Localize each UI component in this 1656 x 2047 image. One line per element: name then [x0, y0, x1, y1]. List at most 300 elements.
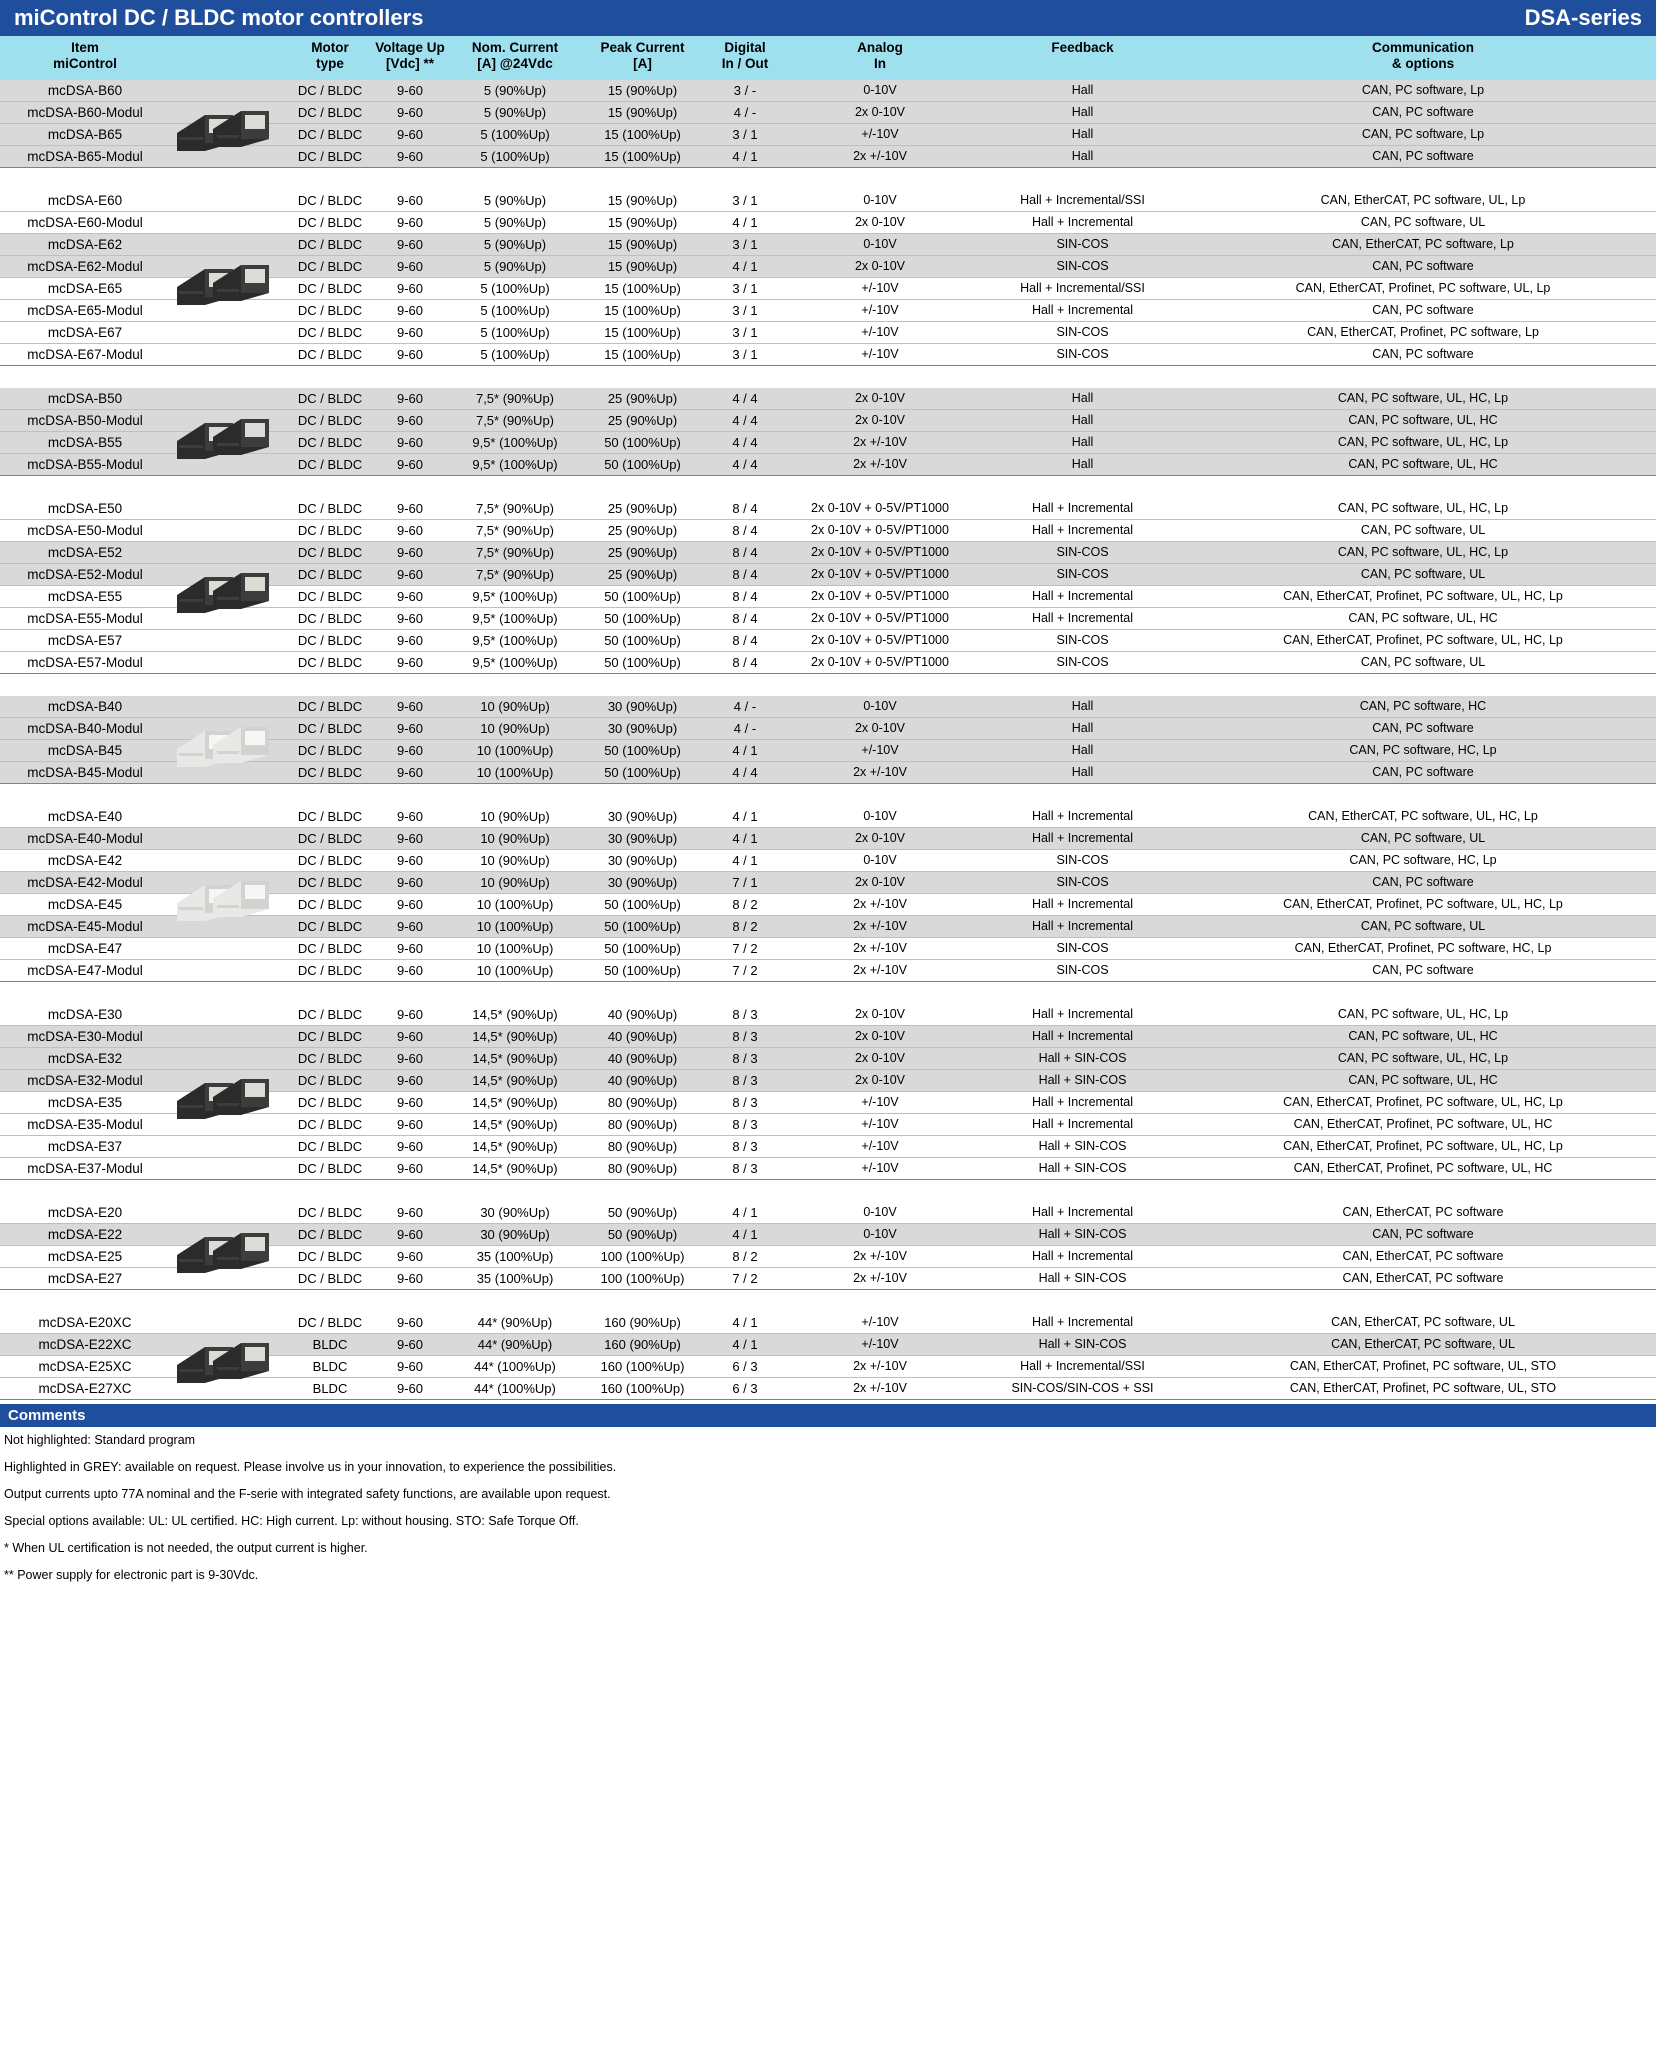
cell-peak-current: 15 (100%Up) [604, 325, 681, 340]
table-row[interactable] [0, 1378, 1656, 1400]
cell-product-image [170, 718, 290, 739]
cell-motor-type: DC / BLDC [297, 1161, 363, 1176]
cell-peak-current: 15 (90%Up) [607, 237, 678, 252]
cell-item: mcDSA-E40-Modul [27, 830, 143, 846]
cell-analog-in: 2x 0-10V [854, 875, 906, 890]
table-row[interactable] [0, 124, 1656, 146]
cell-digital-io: 3 / 1 [732, 325, 758, 340]
cell-item: mcDSA-E67-Modul [27, 346, 143, 362]
table-row[interactable] [0, 894, 1656, 916]
cell-voltage: 9-60 [396, 611, 424, 626]
table-row[interactable] [0, 828, 1656, 850]
cell-item: mcDSA-B55-Modul [27, 456, 143, 472]
product-group [0, 1004, 1656, 1180]
cell-digital-io: 4 / - [733, 699, 757, 714]
table-row[interactable] [0, 498, 1656, 520]
cell-peak-current: 50 (100%Up) [604, 655, 681, 670]
cell-feedback: Hall + SIN-COS [1038, 1161, 1127, 1176]
cell-communication: CAN, EtherCAT, Profinet, PC software, UL, Lp [1295, 281, 1551, 296]
cell-analog-in: 2x 0-10V + 0-5V/PT1000 [811, 501, 949, 516]
cell-analog-in: 2x 0-10V + 0-5V/PT1000 [811, 523, 949, 538]
cell-nominal-current: 44* (90%Up) [477, 1337, 553, 1352]
cell-nominal-current: 10 (90%Up) [480, 809, 550, 824]
table-row[interactable] [0, 1312, 1656, 1334]
title-bar [0, 0, 1656, 36]
cell-digital-io: 8 / 2 [732, 919, 758, 934]
cell-analog-in: 0-10V [863, 1227, 897, 1242]
cell-digital-io: 8 / 3 [732, 1095, 758, 1110]
table-row[interactable] [0, 872, 1656, 894]
table-row[interactable] [0, 1136, 1656, 1158]
cell-product-image [170, 190, 290, 211]
cell-communication: CAN, EtherCAT, PC software, UL, Lp [1320, 193, 1526, 208]
cell-communication: CAN, EtherCAT, Profinet, PC software, UL, HC, Lp [1283, 633, 1563, 648]
table-row[interactable] [0, 806, 1656, 828]
table-row[interactable] [0, 696, 1656, 718]
cell-communication: CAN, EtherCAT, Profinet, PC software, UL, HC, Lp [1283, 1139, 1563, 1154]
cell-analog-in: +/-10V [861, 1161, 899, 1176]
cell-motor-type: DC / BLDC [297, 501, 363, 516]
cell-communication: CAN, PC software [1372, 105, 1474, 120]
cell-digital-io: 7 / 2 [732, 1271, 758, 1286]
cell-feedback: Hall + Incremental/SSI [1020, 1359, 1145, 1374]
cell-voltage: 9-60 [396, 853, 424, 868]
table-row[interactable] [0, 300, 1656, 322]
cell-feedback: SIN-COS [1056, 237, 1109, 252]
table-row[interactable] [0, 212, 1656, 234]
cell-communication: CAN, PC software, HC, Lp [1349, 853, 1497, 868]
cell-peak-current: 160 (100%Up) [600, 1381, 685, 1396]
comment-line: Special options available: UL: UL certified. HC: High current. Lp: without housing. STO: Safe Torque Off. [4, 1514, 579, 1528]
cell-peak-current: 50 (100%Up) [604, 897, 681, 912]
cell-digital-io: 8 / 4 [732, 567, 758, 582]
table-row[interactable] [0, 564, 1656, 586]
cell-nominal-current: 7,5* (90%Up) [475, 413, 555, 428]
cell-motor-type: DC / BLDC [297, 699, 363, 714]
cell-item: mcDSA-E65-Modul [27, 302, 143, 318]
comments-title: Comments [0, 1404, 1656, 1427]
cell-feedback: Hall [1071, 765, 1094, 780]
table-row[interactable] [0, 762, 1656, 784]
table-row[interactable] [0, 1048, 1656, 1070]
cell-peak-current: 15 (90%Up) [607, 105, 678, 120]
cell-item: mcDSA-B45 [47, 742, 123, 758]
series-label: DSA-series [1524, 5, 1642, 30]
cell-analog-in: 0-10V [863, 83, 897, 98]
cell-item: mcDSA-E47 [47, 940, 123, 956]
table-row[interactable] [0, 1224, 1656, 1246]
cell-feedback: Hall [1071, 699, 1094, 714]
cell-feedback: Hall + Incremental [1031, 831, 1134, 846]
cell-digital-io: 8 / 2 [732, 1249, 758, 1264]
cell-motor-type: DC / BLDC [297, 347, 363, 362]
cell-product-image [170, 740, 290, 761]
cell-feedback: Hall + SIN-COS [1038, 1271, 1127, 1286]
cell-item: mcDSA-B50-Modul [27, 412, 143, 428]
header-voltage: Voltage Up [Vdc] ** [375, 40, 445, 71]
cell-feedback: SIN-COS [1056, 259, 1109, 274]
cell-digital-io: 4 / 4 [732, 765, 758, 780]
table-row[interactable] [0, 344, 1656, 366]
table-row[interactable] [0, 1246, 1656, 1268]
table-row[interactable] [0, 652, 1656, 674]
cell-feedback: SIN-COS [1056, 941, 1109, 956]
cell-digital-io: 8 / 3 [732, 1051, 758, 1066]
cell-peak-current: 40 (90%Up) [607, 1073, 678, 1088]
cell-communication: CAN, PC software [1372, 721, 1474, 736]
cell-item: mcDSA-E52-Modul [27, 566, 143, 582]
cell-nominal-current: 7,5* (90%Up) [475, 523, 555, 538]
cell-motor-type: DC / BLDC [297, 853, 363, 868]
cell-item: mcDSA-E52 [47, 544, 123, 560]
cell-nominal-current: 5 (100%Up) [480, 325, 550, 340]
cell-feedback: Hall [1071, 743, 1094, 758]
cell-item: mcDSA-E47-Modul [27, 962, 143, 978]
cell-communication: CAN, PC software [1372, 149, 1474, 164]
table-row[interactable] [0, 410, 1656, 432]
cell-item: mcDSA-E62 [47, 236, 123, 252]
cell-nominal-current: 14,5* (90%Up) [472, 1117, 558, 1132]
cell-motor-type: DC / BLDC [297, 105, 363, 120]
table-row[interactable] [0, 102, 1656, 124]
cell-peak-current: 50 (100%Up) [604, 765, 681, 780]
cell-item: mcDSA-E65 [47, 280, 123, 296]
cell-item: mcDSA-E22XC [38, 1336, 132, 1352]
table-row[interactable] [0, 608, 1656, 630]
cell-peak-current: 80 (90%Up) [607, 1161, 678, 1176]
cell-digital-io: 8 / 4 [732, 611, 758, 626]
cell-nominal-current: 14,5* (90%Up) [472, 1007, 558, 1022]
cell-peak-current: 100 (100%Up) [600, 1249, 685, 1264]
cell-item: mcDSA-E27XC [38, 1380, 132, 1396]
cell-voltage: 9-60 [396, 963, 424, 978]
cell-feedback: Hall [1071, 127, 1094, 142]
comment-line: ** Power supply for electronic part is 9-30Vdc. [4, 1568, 259, 1582]
table-row[interactable] [0, 256, 1656, 278]
comment-line: Not highlighted: Standard program [4, 1433, 196, 1447]
cell-peak-current: 15 (90%Up) [607, 259, 678, 274]
cell-digital-io: 4 / 1 [732, 259, 758, 274]
cell-motor-type: DC / BLDC [297, 193, 363, 208]
table-row[interactable] [0, 916, 1656, 938]
cell-feedback: SIN-COS [1056, 325, 1109, 340]
cell-communication: CAN, EtherCAT, PC software, Lp [1332, 237, 1514, 252]
cell-communication: CAN, PC software, UL, HC [1348, 413, 1498, 428]
cell-peak-current: 50 (100%Up) [604, 919, 681, 934]
cell-motor-type: DC / BLDC [297, 215, 363, 230]
cell-feedback: Hall + Incremental [1031, 215, 1134, 230]
cell-analog-in: 2x 0-10V + 0-5V/PT1000 [811, 589, 949, 604]
cell-communication: CAN, EtherCAT, Profinet, PC software, UL, HC, Lp [1283, 589, 1563, 604]
cell-product-image [170, 762, 290, 783]
cell-product-image [170, 916, 290, 937]
table-body [0, 80, 1656, 1400]
cell-voltage: 9-60 [396, 809, 424, 824]
cell-peak-current: 50 (100%Up) [604, 633, 681, 648]
cell-item: mcDSA-B45-Modul [27, 764, 143, 780]
cell-motor-type: DC / BLDC [297, 149, 363, 164]
cell-communication: CAN, EtherCAT, PC software [1342, 1205, 1504, 1220]
cell-item: mcDSA-E45-Modul [27, 918, 143, 934]
cell-item: mcDSA-B65-Modul [27, 148, 143, 164]
cell-voltage: 9-60 [396, 1249, 424, 1264]
cell-item: mcDSA-B50 [47, 390, 123, 406]
table-row[interactable] [0, 630, 1656, 652]
cell-digital-io: 8 / 3 [732, 1007, 758, 1022]
cell-nominal-current: 35 (100%Up) [476, 1249, 554, 1264]
table-row[interactable] [0, 1158, 1656, 1180]
cell-product-image [170, 1136, 290, 1157]
cell-product-image [170, 498, 290, 519]
cell-communication: CAN, PC software [1372, 1227, 1474, 1242]
cell-voltage: 9-60 [396, 1073, 424, 1088]
cell-nominal-current: 7,5* (90%Up) [475, 545, 555, 560]
header-item: Item miControl [53, 40, 117, 71]
table-row[interactable] [0, 1334, 1656, 1356]
table-row[interactable] [0, 454, 1656, 476]
cell-digital-io: 3 / 1 [732, 303, 758, 318]
table-row[interactable] [0, 740, 1656, 762]
cell-product-image [170, 1334, 290, 1355]
cell-motor-type: DC / BLDC [297, 743, 363, 758]
group-spacer [0, 168, 1656, 190]
cell-product-image [170, 1048, 290, 1069]
cell-digital-io: 3 / 1 [732, 127, 758, 142]
cell-voltage: 9-60 [396, 721, 424, 736]
cell-voltage: 9-60 [396, 1007, 424, 1022]
cell-feedback: Hall + Incremental/SSI [1020, 193, 1145, 208]
header-digital-io: Digital In / Out [721, 40, 769, 71]
table-row[interactable] [0, 322, 1656, 344]
page-title: miControl DC / BLDC motor controllers [14, 5, 424, 30]
cell-analog-in: 2x 0-10V [854, 1051, 906, 1066]
cell-nominal-current: 10 (100%Up) [476, 765, 554, 780]
table-row[interactable] [0, 1268, 1656, 1290]
cell-feedback: Hall + Incremental [1031, 611, 1134, 626]
cell-item: mcDSA-E60 [47, 192, 123, 208]
cell-motor-type: DC / BLDC [297, 303, 363, 318]
table-row[interactable] [0, 1070, 1656, 1092]
cell-nominal-current: 5 (100%Up) [480, 303, 550, 318]
cell-communication: CAN, EtherCAT, PC software, UL [1331, 1315, 1515, 1330]
cell-voltage: 9-60 [396, 281, 424, 296]
cell-feedback: Hall + SIN-COS [1038, 1139, 1127, 1154]
cell-nominal-current: 10 (90%Up) [480, 853, 550, 868]
cell-product-image [170, 1158, 290, 1179]
cell-communication: CAN, PC software, Lp [1361, 127, 1485, 142]
group-spacer [0, 366, 1656, 388]
cell-analog-in: 2x +/-10V [853, 1359, 907, 1374]
table-row[interactable] [0, 278, 1656, 300]
cell-communication: CAN, PC software [1372, 259, 1474, 274]
cell-analog-in: 0-10V [863, 809, 897, 824]
cell-product-image [170, 828, 290, 849]
cell-nominal-current: 9,5* (100%Up) [472, 435, 558, 450]
cell-product-image [170, 1378, 290, 1399]
cell-digital-io: 4 / 1 [732, 743, 758, 758]
cell-nominal-current: 10 (100%Up) [476, 919, 554, 934]
cell-motor-type: DC / BLDC [297, 237, 363, 252]
cell-motor-type: DC / BLDC [297, 523, 363, 538]
cell-nominal-current: 10 (100%Up) [476, 897, 554, 912]
cell-analog-in: +/-10V [861, 281, 899, 296]
table-row[interactable] [0, 190, 1656, 212]
cell-feedback: Hall + Incremental [1031, 1315, 1134, 1330]
table-row[interactable] [0, 1356, 1656, 1378]
cell-peak-current: 25 (90%Up) [607, 413, 678, 428]
cell-product-image [170, 212, 290, 233]
cell-communication: CAN, PC software, UL, HC [1348, 611, 1498, 626]
table-row[interactable] [0, 80, 1656, 102]
cell-motor-type: BLDC [312, 1381, 348, 1396]
cell-motor-type: DC / BLDC [297, 875, 363, 890]
cell-motor-type: DC / BLDC [297, 1249, 363, 1264]
cell-item: mcDSA-E32 [47, 1050, 123, 1066]
cell-digital-io: 4 / 1 [732, 215, 758, 230]
cell-motor-type: DC / BLDC [297, 1117, 363, 1132]
table-row[interactable] [0, 520, 1656, 542]
cell-item: mcDSA-E55-Modul [27, 610, 143, 626]
cell-communication: CAN, EtherCAT, Profinet, PC software, UL, HC [1293, 1161, 1553, 1176]
cell-digital-io: 8 / 4 [732, 501, 758, 516]
cell-peak-current: 25 (90%Up) [607, 545, 678, 560]
table-row[interactable] [0, 960, 1656, 982]
cell-voltage: 9-60 [396, 457, 424, 472]
cell-voltage: 9-60 [396, 1029, 424, 1044]
cell-digital-io: 4 / 1 [732, 853, 758, 868]
cell-voltage: 9-60 [396, 655, 424, 670]
product-group [0, 190, 1656, 366]
cell-analog-in: 2x 0-10V + 0-5V/PT1000 [811, 611, 949, 626]
cell-product-image [170, 806, 290, 827]
product-group [0, 1202, 1656, 1290]
table-row[interactable] [0, 1202, 1656, 1224]
table-row[interactable] [0, 1092, 1656, 1114]
table-row[interactable] [0, 850, 1656, 872]
cell-digital-io: 4 / 4 [732, 457, 758, 472]
cell-analog-in: 2x +/-10V [853, 919, 907, 934]
cell-item: mcDSA-E40 [47, 808, 123, 824]
cell-analog-in: 2x +/-10V [853, 457, 907, 472]
cell-product-image [170, 410, 290, 431]
cell-digital-io: 4 / 1 [732, 149, 758, 164]
group-spacer [0, 674, 1656, 696]
cell-analog-in: 2x 0-10V [854, 1029, 906, 1044]
table-row[interactable] [0, 146, 1656, 168]
cell-digital-io: 7 / 2 [732, 963, 758, 978]
table-row[interactable] [0, 1114, 1656, 1136]
table-row[interactable] [0, 542, 1656, 564]
cell-communication: CAN, PC software, UL [1360, 567, 1486, 582]
cell-product-image [170, 938, 290, 959]
cell-voltage: 9-60 [396, 1381, 424, 1396]
cell-communication: CAN, EtherCAT, Profinet, PC software, UL, HC [1293, 1117, 1553, 1132]
cell-motor-type: DC / BLDC [297, 1271, 363, 1286]
cell-communication: CAN, PC software, UL, HC, Lp [1337, 435, 1509, 450]
cell-feedback: Hall + Incremental [1031, 1007, 1134, 1022]
cell-nominal-current: 44* (90%Up) [477, 1315, 553, 1330]
cell-feedback: Hall + Incremental [1031, 809, 1134, 824]
cell-voltage: 9-60 [396, 1359, 424, 1374]
cell-nominal-current: 30 (90%Up) [480, 1205, 550, 1220]
cell-product-image [170, 1092, 290, 1113]
table-row[interactable] [0, 234, 1656, 256]
cell-voltage: 9-60 [396, 1051, 424, 1066]
cell-motor-type: DC / BLDC [297, 1095, 363, 1110]
cell-product-image [170, 256, 290, 277]
cell-analog-in: 2x +/-10V [853, 1249, 907, 1264]
cell-voltage: 9-60 [396, 545, 424, 560]
table-row[interactable] [0, 432, 1656, 454]
cell-peak-current: 25 (90%Up) [607, 391, 678, 406]
header-feedback: Feedback [1051, 40, 1114, 55]
cell-feedback: Hall [1071, 149, 1094, 164]
cell-item: mcDSA-E60-Modul [27, 214, 143, 230]
cell-feedback: Hall + Incremental [1031, 501, 1134, 516]
product-group [0, 1312, 1656, 1400]
cell-communication: CAN, PC software, UL, HC, Lp [1337, 501, 1509, 516]
cell-item: mcDSA-E50-Modul [27, 522, 143, 538]
cell-item: mcDSA-E57-Modul [27, 654, 143, 670]
table-row[interactable] [0, 1026, 1656, 1048]
product-group [0, 806, 1656, 982]
table-row[interactable] [0, 718, 1656, 740]
header-communication: Communication & options [1371, 40, 1474, 71]
cell-digital-io: 3 / 1 [732, 237, 758, 252]
cell-peak-current: 30 (90%Up) [607, 809, 678, 824]
table-row[interactable] [0, 938, 1656, 960]
cell-feedback: SIN-COS [1056, 347, 1109, 362]
cell-digital-io: 8 / 4 [732, 633, 758, 648]
cell-motor-type: DC / BLDC [297, 1315, 363, 1330]
group-spacer [0, 1290, 1656, 1312]
cell-feedback: Hall + Incremental [1031, 589, 1134, 604]
cell-feedback: Hall + SIN-COS [1038, 1227, 1127, 1242]
cell-product-image [170, 850, 290, 871]
cell-nominal-current: 30 (90%Up) [480, 1227, 550, 1242]
table-row[interactable] [0, 1004, 1656, 1026]
cell-digital-io: 4 / - [733, 721, 757, 736]
cell-analog-in: 2x 0-10V + 0-5V/PT1000 [811, 567, 949, 582]
cell-feedback: Hall + Incremental [1031, 1029, 1134, 1044]
cell-item: mcDSA-E67 [47, 324, 123, 340]
table-row[interactable] [0, 388, 1656, 410]
cell-motor-type: DC / BLDC [297, 391, 363, 406]
cell-feedback: Hall + SIN-COS [1038, 1073, 1127, 1088]
cell-peak-current: 50 (100%Up) [604, 941, 681, 956]
product-group [0, 498, 1656, 674]
cell-feedback: Hall [1071, 391, 1094, 406]
table-row[interactable] [0, 586, 1656, 608]
cell-item: mcDSA-E27 [47, 1270, 123, 1286]
cell-peak-current: 25 (90%Up) [607, 501, 678, 516]
cell-analog-in: 2x 0-10V [854, 1007, 906, 1022]
cell-voltage: 9-60 [396, 83, 424, 98]
product-group [0, 388, 1656, 476]
cell-communication: CAN, EtherCAT, Profinet, PC software, UL, STO [1289, 1381, 1557, 1396]
cell-communication: CAN, EtherCAT, PC software [1342, 1271, 1504, 1286]
cell-product-image [170, 146, 290, 167]
cell-motor-type: DC / BLDC [297, 633, 363, 648]
cell-item: mcDSA-E30 [47, 1006, 123, 1022]
cell-peak-current: 50 (90%Up) [607, 1227, 678, 1242]
cell-item: mcDSA-E42 [47, 852, 123, 868]
cell-analog-in: 2x +/-10V [853, 435, 907, 450]
cell-nominal-current: 44* (100%Up) [474, 1359, 556, 1374]
cell-product-image [170, 894, 290, 915]
cell-product-image [170, 454, 290, 475]
cell-voltage: 9-60 [396, 237, 424, 252]
